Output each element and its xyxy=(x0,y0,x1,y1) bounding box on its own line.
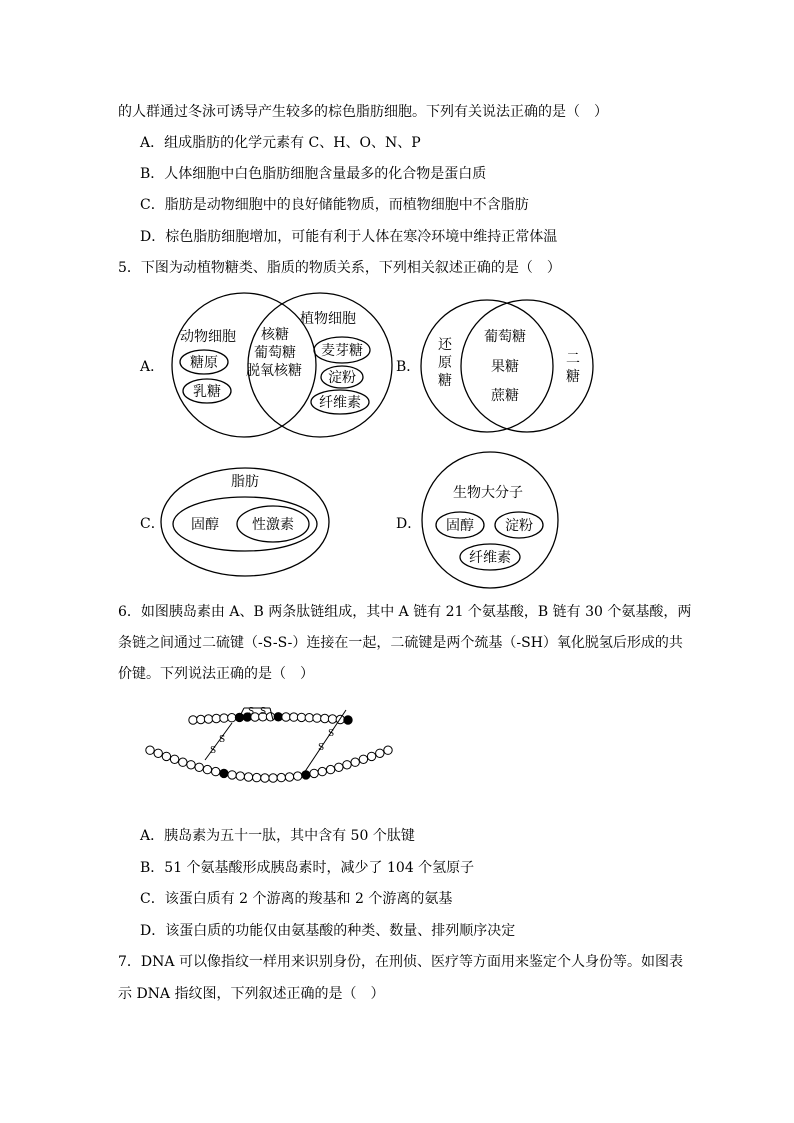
q5-a-maltose: 麦芽糖 xyxy=(321,343,363,359)
chain-b-bead xyxy=(318,767,326,775)
q4-option-d: D．棕色脂肪细胞增加，可能有利于人体在寒冷环境中维持正常体温 xyxy=(140,229,558,245)
chain-a-bead xyxy=(328,715,336,723)
q5-d-cellulose: 纤维素 xyxy=(469,550,511,566)
chain-b-bead xyxy=(376,749,384,757)
q6-option-a: A．胰岛素为五十一肽，其中含有 50 个肽键 xyxy=(140,828,415,844)
chain-b-bead xyxy=(294,772,302,780)
intra-s-label-2: S xyxy=(260,707,267,717)
chain-a-bead xyxy=(197,715,205,723)
q5-figures xyxy=(0,285,794,615)
q5-d-starch: 淀粉 xyxy=(505,518,533,534)
chain-b-bead xyxy=(236,772,244,780)
q6-stem-line-2: 条链之间通过二硫键（-S-S-）连接在一起，二硫键是两个巯基（-SH）氧化脱氢后形成的共 xyxy=(118,635,683,651)
q5-c-hormone-label: 性激素 xyxy=(252,517,294,533)
q5-figure-d xyxy=(396,452,558,588)
q6-insulin-figure xyxy=(0,690,794,790)
chain-b-bead xyxy=(335,763,343,771)
chain-b-bead xyxy=(326,765,334,773)
q5-a-letter: A． xyxy=(140,359,165,375)
q5-figure-a xyxy=(139,293,392,437)
q5-b-fructose: 果糖 xyxy=(491,359,519,375)
q5-d-outer-label: 生物大分子 xyxy=(453,485,523,501)
q5-b-glucose: 葡萄糖 xyxy=(484,329,526,345)
q6-stem-line-1: 6．如图胰岛素由 A、B 两条肽链组成，其中 A 链有 21 个氨基酸，B 链有 30 个氨基酸，两 xyxy=(118,604,692,620)
q5-c-sterol-label: 固醇 xyxy=(191,517,219,533)
chain-b-bead xyxy=(179,758,187,766)
chain-b-bead xyxy=(220,769,228,777)
intra-s-label-1: S xyxy=(248,707,255,717)
chain-a-bead xyxy=(235,713,243,721)
q5-a-starch: 淀粉 xyxy=(328,370,356,386)
chain-b-bead xyxy=(343,761,351,769)
chain-a-bead xyxy=(305,714,313,722)
chain-b-bead xyxy=(146,746,154,754)
chain-a-bead xyxy=(297,713,305,721)
q5-b-sucrose: 蔗糖 xyxy=(491,388,519,404)
q5-a-lactose: 乳糖 xyxy=(193,384,221,400)
q4-stem-tail: 的人群通过冬泳可诱导产生较多的棕色脂肪细胞。下列有关说法正确的是（ ） xyxy=(118,104,608,120)
chain-a-bead xyxy=(274,713,282,721)
chain-b-bead xyxy=(203,765,211,773)
chain-a-bead xyxy=(212,714,220,722)
inter-s-label-2: S xyxy=(210,746,217,756)
chain-b-bead xyxy=(367,752,375,760)
chain-a-bead xyxy=(290,713,298,721)
q4-option-c: C．脂肪是动物细胞中的良好储能物质，而植物细胞中不含脂肪 xyxy=(140,197,529,213)
q5-c-letter: C． xyxy=(140,516,165,532)
chain-b-bead xyxy=(154,749,162,757)
chain-a-bead xyxy=(344,716,352,724)
chain-b-bead xyxy=(244,773,252,781)
chain-b-bead xyxy=(195,763,203,771)
chain-b-bead xyxy=(187,761,195,769)
q5-d-sterol: 固醇 xyxy=(446,518,474,534)
q5-b-letter: B． xyxy=(396,359,421,375)
q7-stem-line-2: 示 DNA 指纹图，下列叙述正确的是（ ） xyxy=(118,986,385,1002)
q5-a-deoxyribose: 脱氧核糖 xyxy=(246,363,302,379)
chain-a-bead xyxy=(282,713,290,721)
chain-b-bead xyxy=(384,746,392,754)
q5-a-ribose: 核糖 xyxy=(261,327,289,343)
chain-b-bead xyxy=(253,773,261,781)
inter-s-label-1: S xyxy=(219,735,226,745)
q6-option-d: D．该蛋白质的功能仅由氨基酸的种类、数量、排列顺序决定 xyxy=(140,923,516,939)
q5-b-right-char-1: 二 xyxy=(566,351,580,367)
q6-stem-line-3: 价键。下列说法正确的是（ ） xyxy=(118,666,314,682)
q4-option-b: B．人体细胞中白色脂肪细胞含量最多的化合物是蛋白质 xyxy=(140,166,487,182)
chain-b-bead xyxy=(212,767,220,775)
q6-option-b: B．51 个氨基酸形成胰岛素时，减少了 104 个氢原子 xyxy=(140,860,475,876)
chain-b-bead xyxy=(170,755,178,763)
q5-b-left-char-2: 原 xyxy=(438,355,452,371)
chain-a-bead xyxy=(313,714,321,722)
q4-option-a: A．组成脂肪的化学元素有 C、H、O、N、P xyxy=(140,135,421,151)
q5-figure-b xyxy=(396,300,593,432)
q6-option-c: C．该蛋白质有 2 个游离的羧基和 2 个游离的氨基 xyxy=(140,891,453,907)
inter-s-label-4: S xyxy=(318,743,325,753)
q5-stem: 5．下图为动植物糖类、脂质的物质关系，下列相关叙述正确的是（ ） xyxy=(118,260,561,276)
q5-d-letter: D． xyxy=(396,516,422,532)
chain-b-bead xyxy=(359,755,367,763)
chain-b-bead xyxy=(277,773,285,781)
chain-b-bead xyxy=(285,773,293,781)
inter-s-label-3: S xyxy=(328,729,335,739)
chain-a-bead xyxy=(204,715,212,723)
q5-b-right-char-2: 糖 xyxy=(566,369,580,385)
chain-b-bead xyxy=(162,752,170,760)
q5-a-cellulose: 纤维素 xyxy=(319,395,361,411)
q5-a-glucose: 葡萄糖 xyxy=(254,345,296,361)
q5-a-glycogen: 糖原 xyxy=(190,355,218,371)
chain-b-bead xyxy=(261,774,269,782)
chain-a-bead xyxy=(220,714,228,722)
q5-b-left-char-3: 糖 xyxy=(438,373,452,389)
chain-a-bead xyxy=(228,714,236,722)
chain-a-bead xyxy=(189,716,197,724)
q5-figure-c xyxy=(140,468,329,576)
chain-b-bead xyxy=(310,769,318,777)
chain-b-bead xyxy=(269,774,277,782)
chain-a-bead xyxy=(321,714,329,722)
q5-d-macromolecule-circle xyxy=(422,452,558,588)
q5-a-right-title: 植物细胞 xyxy=(300,311,356,327)
q5-a-left-title: 动物细胞 xyxy=(180,329,236,345)
chain-b-bead xyxy=(351,758,359,766)
q5-b-left-char-1: 还 xyxy=(438,337,452,353)
chain-b-bead xyxy=(228,771,236,779)
q7-stem-line-1: 7．DNA 可以像指纹一样用来识别身份，在刑侦、医疗等方面用来鉴定个人身份等。如图表 xyxy=(118,954,683,970)
q5-c-fat-label: 脂肪 xyxy=(231,474,259,490)
